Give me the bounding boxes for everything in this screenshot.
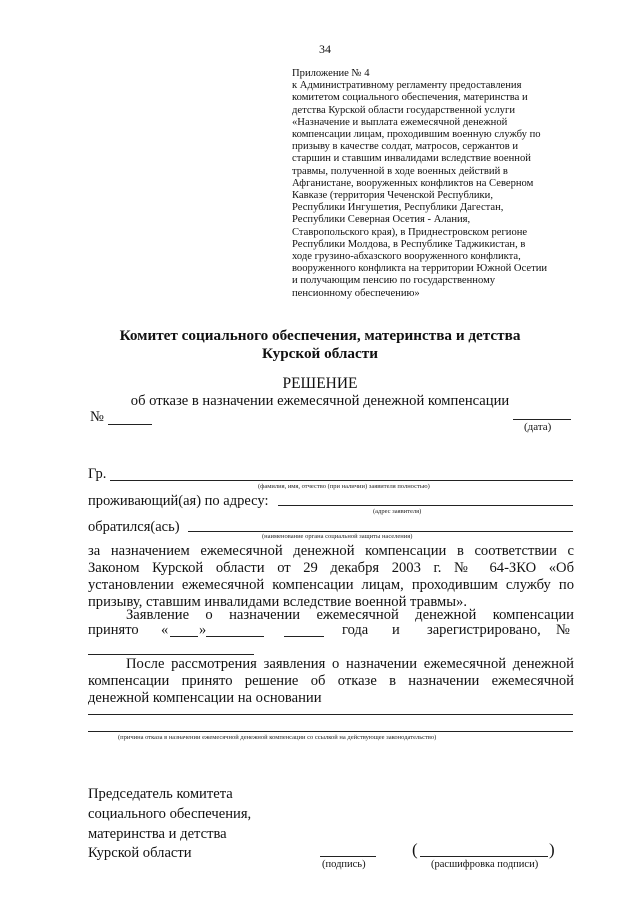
number-field[interactable] <box>108 424 152 425</box>
appendix-line: старшин и ставшим инвалидами вследствие военной <box>292 153 531 165</box>
reason-caption: (причина отказа в назначении ежемесячной денежной компенсации со ссылкой на действующее законодательство) <box>118 734 437 741</box>
signature-field[interactable] <box>320 856 376 857</box>
citizen-field[interactable] <box>110 480 573 481</box>
para1-line: за назначением ежемесячной денежной компенсации в соответствии с <box>88 543 574 559</box>
reason-field-1[interactable] <box>88 714 573 715</box>
number-label: № <box>90 409 104 425</box>
appendix-line: детства Курской области государственной услуги <box>292 104 515 116</box>
para2-no: № <box>556 622 570 638</box>
signatory-line: социального обеспечения, <box>88 806 252 822</box>
date-caption: (дата) <box>524 421 552 433</box>
decode-paren-close: ) <box>549 840 555 859</box>
year-field[interactable] <box>284 636 324 637</box>
signatory-line: Курской области <box>88 845 192 861</box>
para2-line1: Заявление о назначении ежемесячной денежной компенсации <box>126 607 574 623</box>
appendix-line: Афганистане, вооруженных конфликтов на Северном <box>292 177 534 189</box>
applied-label: обратился(ась) <box>88 519 180 535</box>
appendix-line: вооруженного конфликта на территории Южной Осетии <box>292 263 548 275</box>
appendix-line: пенсионному обеспечению» <box>292 287 420 299</box>
org-name-line2: Курской области <box>262 345 378 362</box>
para3-line2: компенсации принято решение об отказе в назначении ежемесячной <box>88 673 574 689</box>
para1-last-line: призыву, ставшим инвалидами вследствие военной травмы». <box>88 594 467 610</box>
day-field[interactable] <box>170 636 198 637</box>
quote-close: » <box>199 622 207 638</box>
appendix-line: и получающим пенсию по государственному <box>292 275 496 287</box>
quote-open: « <box>161 622 169 638</box>
doc-title: РЕШЕНИЕ <box>282 375 358 392</box>
para2-registered: зарегистрировано, <box>427 622 541 638</box>
appendix-line: комитетом социального обеспечения, материнства и <box>292 92 528 104</box>
month-field[interactable] <box>206 636 264 637</box>
signatory-line: материнства и детства <box>88 826 227 842</box>
address-caption: (адрес заявителя) <box>373 508 422 515</box>
appendix-line: Кавказе (территория Чеченской Республики, <box>292 190 493 202</box>
signature-caption: (подпись) <box>322 859 366 870</box>
appendix-title: Приложение № 4 <box>292 68 370 79</box>
para1-line: Законом Курской области от 29 декабря 2003 г. № 64-ЗКО «Об <box>88 560 574 576</box>
appendix-line: Республики Северная Осетия - Алания, <box>292 214 471 226</box>
registration-number-field[interactable] <box>88 654 254 655</box>
appendix-line: к Административному регламенту предоставления <box>292 80 522 92</box>
decode-paren-open: ( <box>412 840 418 859</box>
reason-field-2[interactable] <box>88 731 573 732</box>
appendix-line: компенсации лицам, проходившим военную службу по <box>292 129 541 141</box>
para2-accepted: принято <box>88 622 139 638</box>
para2-year: года <box>342 622 369 638</box>
signatory-line: Председатель комитета <box>88 786 233 802</box>
signature-decode-field[interactable] <box>420 856 548 857</box>
applied-field[interactable] <box>188 531 573 532</box>
date-field[interactable] <box>513 419 571 420</box>
appendix-line: призыву в качестве солдат, матросов, сержантов и <box>292 141 519 153</box>
applied-caption: (наименование органа социальной защиты населения) <box>262 533 413 540</box>
appendix-block <box>292 68 547 300</box>
address-label: проживающий(ая) по адресу: <box>88 493 269 509</box>
appendix-line: Ставропольского края), в Приднестровском регионе <box>292 226 528 238</box>
decode-caption: (расшифровка подписи) <box>431 859 539 870</box>
citizen-label: Гр. <box>88 466 107 482</box>
citizen-caption: (фамилия, имя, отчество (при наличии) заявителя полностью) <box>258 483 430 490</box>
appendix-line: ходе грузино-абхазского вооруженного конфликта, <box>292 251 521 263</box>
para2-and: и <box>392 622 400 638</box>
appendix-line: «Назначение и выплата ежемесячной денежной <box>292 116 508 128</box>
address-field[interactable] <box>278 505 573 506</box>
org-name-line1: Комитет социального обеспечения, материнства и детства <box>119 327 521 344</box>
appendix-line: Республики Ингушетия, Республики Дагестан, <box>292 202 504 214</box>
para3-line1: После рассмотрения заявления о назначении ежемесячной денежной <box>126 656 574 672</box>
appendix-line: травмы, полученной в ходе военных действий в <box>292 165 508 177</box>
doc-subtitle: об отказе в назначении ежемесячной денежной компенсации <box>130 393 510 409</box>
appendix-line: Республики Молдова, в Республике Таджикистан, в <box>292 238 526 250</box>
page-number: 34 <box>319 42 331 56</box>
para1-line: установлении ежемесячной компенсации лицам, проходившим службу по <box>88 577 574 593</box>
para3-line3: денежной компенсации на основании <box>88 690 322 706</box>
